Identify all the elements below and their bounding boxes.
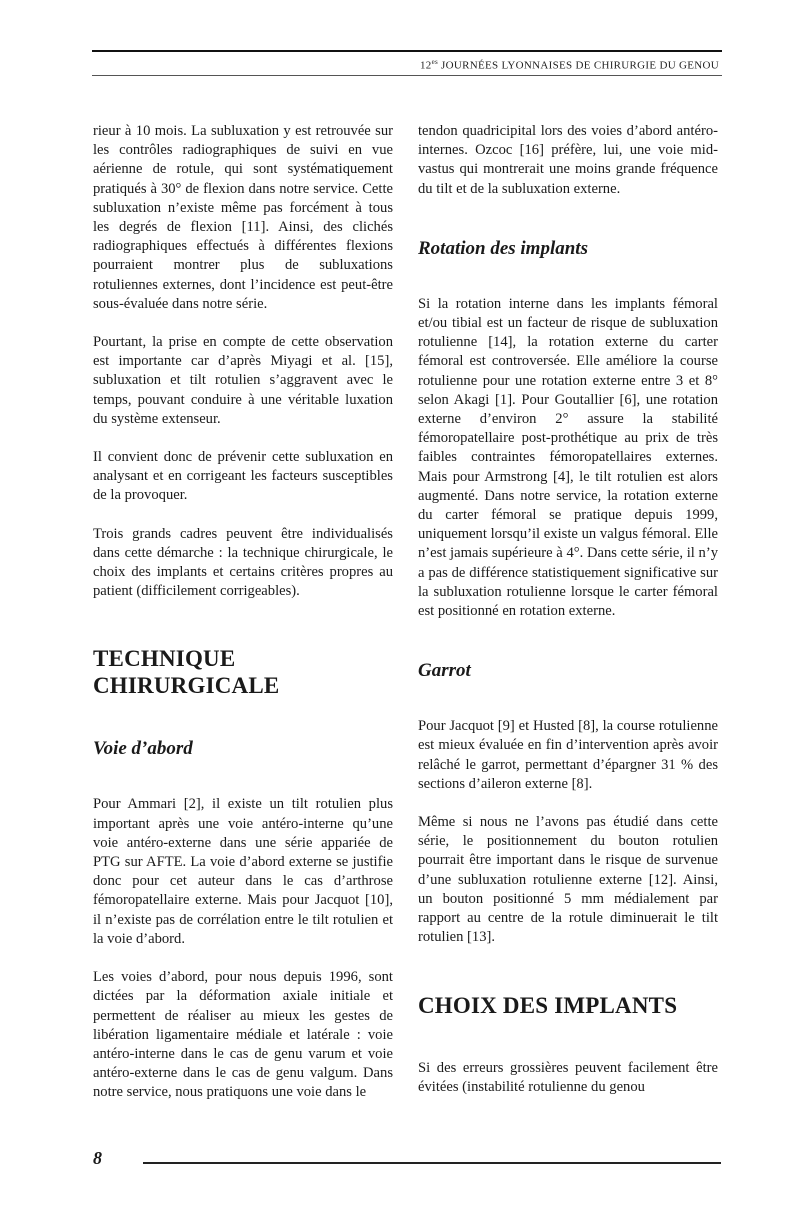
left-paragraph-6: Les voies d’abord, pour nous depuis 1996, sont dictées par la déformation axiale initiale et permettent de réaliser au mieux les gestes de libération ligamentaire médiale et latérale : voie antéro-interne dans le cas de genu varum et voie antéro-externe dans le cas de genu valgum. Dans notre service, nous pratiquons une voie dans le [93, 969, 393, 1101]
footer-rule [143, 1162, 721, 1164]
page-number: 8 [93, 1148, 102, 1168]
right-paragraph-2: Si la rotation interne dans les implants fémoral et/ou tibial est un facteur de risque de subluxation rotulienne [14], la rotation externe du carter fémoral est controversée. Elle améliore la course rotulienne pour une rotation externe entre 3 et 8° selon Akagi [1]. Pour Goutallier [6], une rotation externe d’environ 2° assure la stabilité fémoropatellaire post-prothétique au prix de très faibles contraintes fémoropatellaires externes. Mais pour Armstrong [4], le tilt rotulien est alors augmenté. Dans notre service, la rotation externe du carter fémoral se pratique depuis 1999, uniquement lorsqu’il existe un valgus fémoral. Elle n’est jamais supérieure à 4°. Dans cette série, il n’y a pas de différence statistiquement significative sur la subluxation rotulienne lorsque le carter fémoral est positionné en rotation externe. [418, 295, 718, 620]
subheading-rotation-implants: Rotation des implants [418, 237, 588, 259]
heading-technique-chirurgicale [93, 645, 393, 699]
heading-technique-line-1: TECHNIQUE [93, 646, 236, 672]
left-paragraph-4: Trois grands cadres peuvent être individualisés dans cette démarche : la technique chirurgicale, le choix des implants et certains critères propres au patient (difficilement corrigeables). [93, 525, 393, 600]
subheading-garrot: Garrot [418, 660, 471, 682]
header-top-rule [92, 50, 722, 52]
left-paragraph-3: Il convient donc de prévenir cette subluxation en analysant et en corrigeant les facteurs susceptibles de la provoquer. [93, 449, 393, 504]
header-superscript: es [431, 58, 438, 66]
header-bottom-rule [92, 75, 722, 76]
right-paragraph-3: Pour Jacquot [9] et Husted [8], la course rotulienne est mieux évaluée en fin d’intervention après avoir relâché le garrot, permettant d’épargner 31 % des sections d’aileron externe [8]. [418, 718, 718, 792]
right-paragraph-4: Même si nous ne l’avons pas étudié dans cette série, le positionnement du bouton rotulien pourrait être important dans le risque de survenue d’une subluxation rotulienne externe [12]. Ainsi, un bouton positionné 5 mm médialement par rapport au centre de la rotule diminuerait le tilt rotulien [13]. [418, 814, 718, 946]
heading-choix-implants: CHOIX DES IMPLANTS [418, 992, 678, 1018]
left-paragraph-2: Pourtant, la prise en compte de cette observation est importante car d’après Miyagi et al. [15], subluxation et tilt rotulien s’aggravent avec le temps, pouvant conduire à une véritable luxation du système extenseur. [93, 334, 393, 427]
header-title: JOURNÉES LYONNAISES DE CHIRURGIE DU GENOU [438, 59, 719, 72]
subheading-voie-abord: Voie d’abord [93, 738, 193, 760]
right-paragraph-1: tendon quadricipital lors des voies d’abord antéro-internes. Ozcoc [16] préfère, lui, une voie mid-vastus qui montrerait une moins grande fréquence du tilt et de la subluxation externe. [418, 123, 718, 197]
left-column [93, 122, 393, 1103]
running-header [420, 58, 719, 72]
heading-technique-line-2: CHIRURGICALE [93, 673, 280, 699]
header-number: 12 [419, 59, 432, 72]
right-paragraph-5: Si des erreurs grossières peuvent facilement être évitées (instabilité rotulienne du genou [418, 1059, 718, 1095]
left-paragraph-5: Pour Ammari [2], il existe un tilt rotulien plus important après une voie antéro-interne qu’une voie antéro-externe dans une série appariée de PTG sur AFTE. La voie d’abord externe se justifie donc pour cet auteur dans le cas d’arthrose fémoropatellaire externe. Mais pour Jacquot [10], il n’existe pas de corrélation entre le tilt rotulien et la voie d’abord. [93, 796, 393, 947]
left-paragraph-1: rieur à 10 mois. La subluxation y est retrouvée sur les contrôles radiographiques de suivi en vue aérienne de rotule, qui sont systématiquement pratiqués à 30° de flexion dans notre service. Cette subluxation n’existe même pas forcément à tous les degrés de flexion [11]. Ainsi, des clichés radiographiques effectués à différentes flexions pourraient montrer plus de subluxations rotuliennes externes, dont l’incidence est peut-être sous-évaluée dans notre série. [93, 123, 393, 312]
right-column [418, 122, 718, 1097]
